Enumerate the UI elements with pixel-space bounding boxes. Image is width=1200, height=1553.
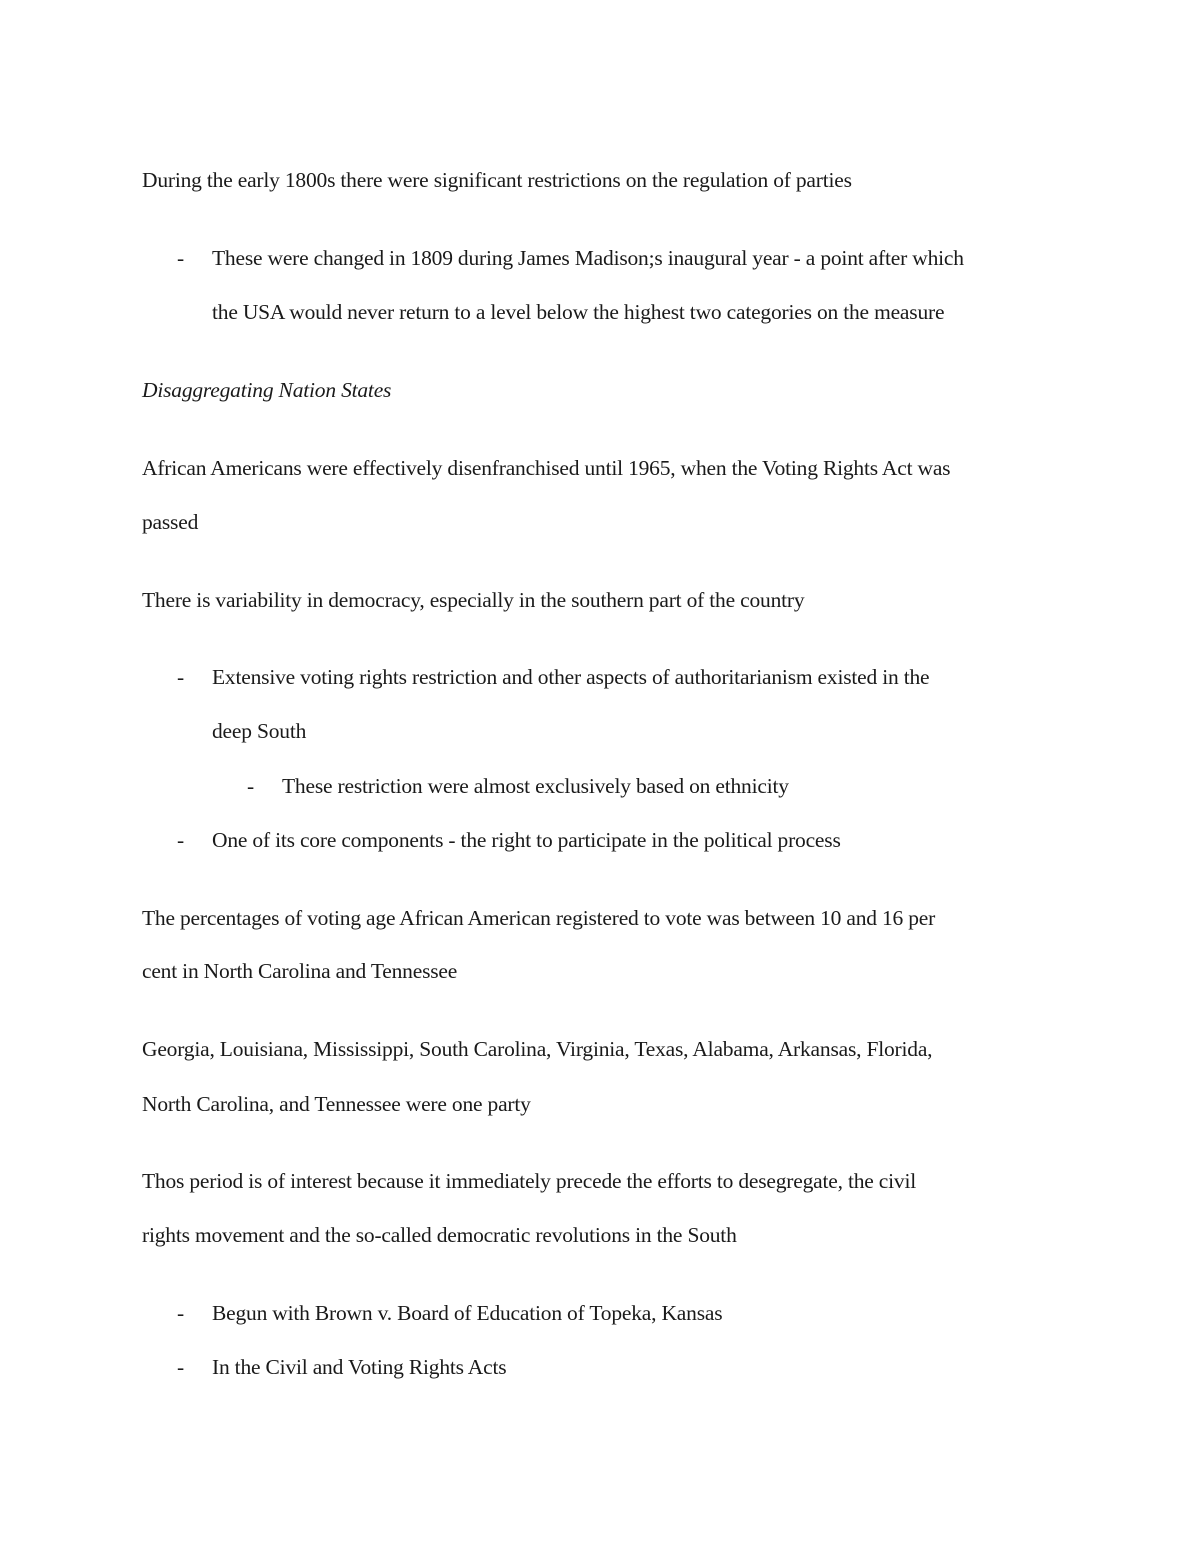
bullet-restriction-line-2: deep South xyxy=(212,719,307,743)
bullet-core-components: One of its core components - the right to participate in the political process xyxy=(212,828,841,852)
paragraph-period-line-1: Thos period is of interest because it immediately precede the efforts to desegregate, the civil xyxy=(142,1169,917,1193)
bullet-dash: - xyxy=(177,665,185,689)
bullet-dash: - xyxy=(177,1355,185,1379)
paragraph-disenfranchised-line-1: African Americans were effectively disenfranchised until 1965, when the Voting Rights Act was xyxy=(142,456,951,480)
paragraph-period-line-2: rights movement and the so-called democratic revolutions in the South xyxy=(142,1223,737,1247)
sub-bullet-dash: - xyxy=(247,774,255,798)
paragraph-states-line-1: Georgia, Louisiana, Mississippi, South Carolina, Virginia, Texas, Alabama, Arkansas, Florida, xyxy=(142,1037,933,1061)
paragraph-early-1800s: During the early 1800s there were significant restrictions on the regulation of parties xyxy=(142,168,852,192)
bullet-brown: Begun with Brown v. Board of Education of Topeka, Kansas xyxy=(212,1301,723,1325)
bullet-dash: - xyxy=(177,246,185,270)
bullet-madison-line-1: These were changed in 1809 during James Madison;s inaugural year - a point after which xyxy=(212,246,964,270)
paragraph-disenfranchised-line-2: passed xyxy=(142,510,199,534)
paragraph-percentages-line-1: The percentages of voting age African American registered to vote was between 10 and 16 per xyxy=(142,906,936,930)
bullet-madison-line-2: the USA would never return to a level below the highest two categories on the measure xyxy=(212,300,945,324)
bullet-dash: - xyxy=(177,828,185,852)
paragraph-percentages-line-2: cent in North Carolina and Tennessee xyxy=(142,959,458,983)
paragraph-variability: There is variability in democracy, especially in the southern part of the country xyxy=(142,588,805,612)
section-heading: Disaggregating Nation States xyxy=(142,378,392,402)
bullet-civil-voting: In the Civil and Voting Rights Acts xyxy=(212,1355,507,1379)
sub-bullet-ethnicity: These restriction were almost exclusively based on ethnicity xyxy=(282,774,789,798)
bullet-restriction-line-1: Extensive voting rights restriction and other aspects of authoritarianism existed in the xyxy=(212,665,930,689)
paragraph-states-line-2: North Carolina, and Tennessee were one party xyxy=(142,1092,531,1116)
bullet-dash: - xyxy=(177,1301,185,1325)
